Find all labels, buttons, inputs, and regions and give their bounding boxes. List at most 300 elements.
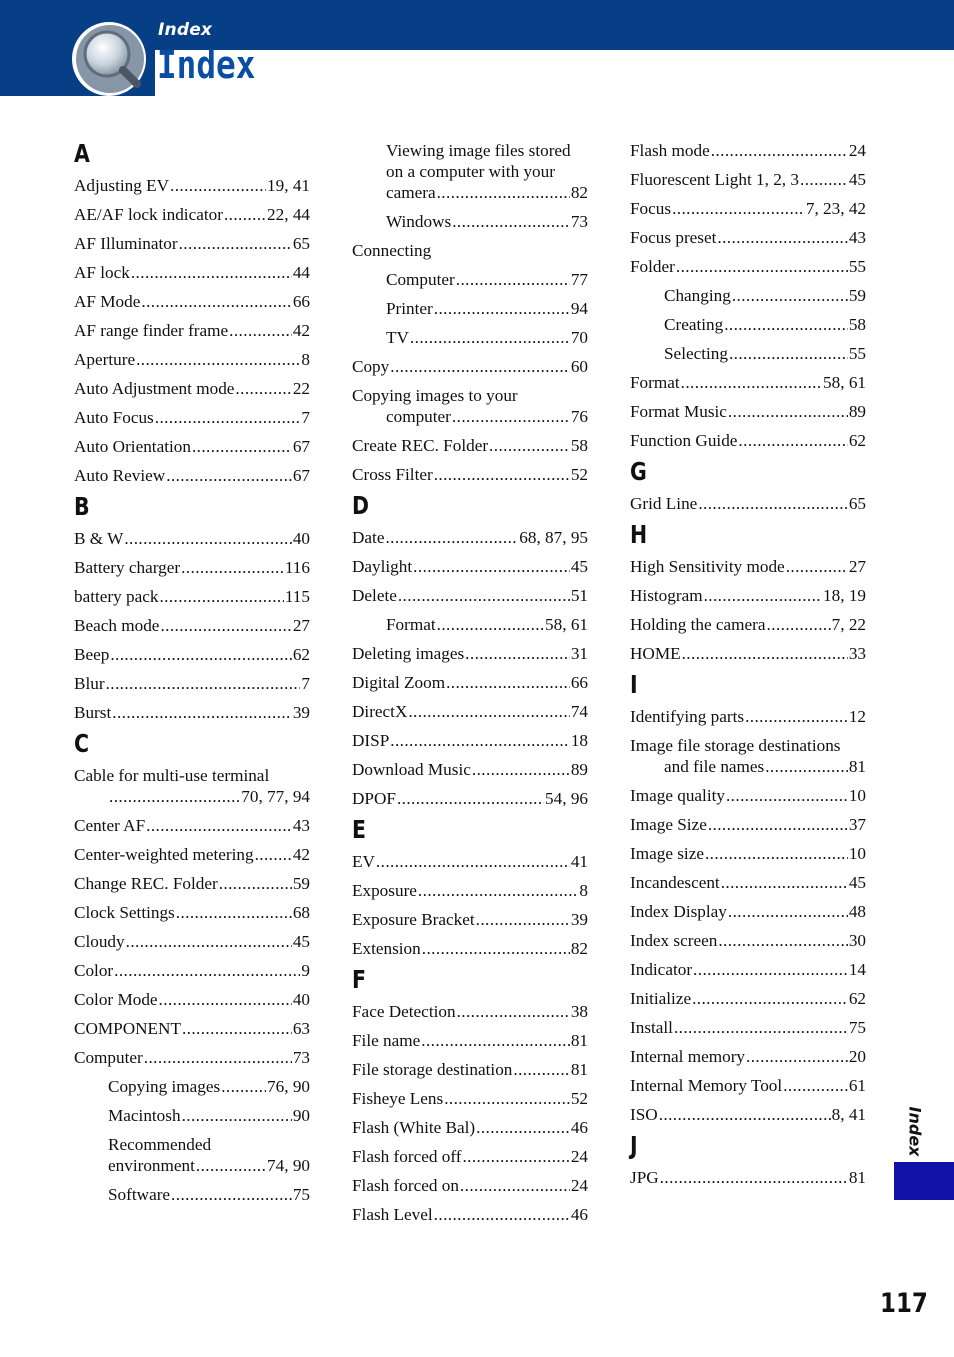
leader-dots	[728, 401, 848, 423]
index-entry	[352, 701, 588, 723]
index-term: Grid Line	[630, 494, 698, 513]
index-term: Color	[74, 961, 114, 980]
index-entry	[630, 1046, 866, 1068]
index-term: Holding the camera	[630, 615, 766, 634]
section-letter: A	[74, 139, 90, 168]
page-reference: 55	[848, 344, 866, 363]
index-term: Computer	[386, 270, 455, 289]
index-entry	[352, 788, 588, 810]
leader-dots	[489, 435, 570, 457]
index-entry	[630, 814, 866, 836]
leader-dots	[465, 643, 570, 665]
page-reference: 115	[284, 587, 310, 606]
page-reference: 46	[570, 1205, 588, 1224]
page-reference: 74, 90	[267, 1156, 310, 1175]
index-term: Flash Level	[352, 1205, 433, 1224]
index-term: Indicator	[630, 960, 693, 979]
page-reference: 42	[292, 321, 310, 340]
index-term: Download Music	[352, 760, 471, 779]
index-entry	[108, 1076, 310, 1098]
leader-dots	[390, 356, 570, 378]
page-reference: 8	[301, 350, 310, 369]
index-entry-line: Viewing image files stored	[386, 141, 571, 160]
leader-dots	[144, 1047, 292, 1069]
index-entry	[108, 1155, 310, 1177]
page-reference: 39	[292, 703, 310, 722]
page-reference: 14	[848, 960, 866, 979]
leader-dots	[434, 1204, 570, 1226]
leader-dots	[738, 430, 847, 452]
index-entry-line: Copying images to your	[352, 386, 518, 405]
page-reference: 37	[848, 815, 866, 834]
index-entry	[74, 262, 310, 284]
page-reference: 24	[570, 1147, 588, 1166]
index-entry	[352, 435, 588, 457]
leader-dots	[182, 1018, 292, 1040]
index-entry	[108, 1184, 310, 1206]
index-entry	[352, 909, 588, 931]
leader-dots	[434, 298, 570, 320]
leader-dots	[698, 493, 848, 515]
page-reference: 10	[848, 786, 866, 805]
leader-dots	[224, 204, 266, 226]
index-entry	[386, 211, 588, 233]
leader-dots	[452, 406, 570, 428]
index-entry	[630, 556, 866, 578]
index-entry	[352, 1030, 588, 1052]
index-entry	[352, 880, 588, 902]
index-term: Image size	[630, 844, 704, 863]
index-term: Flash forced off	[352, 1147, 462, 1166]
index-term: AF range finder frame	[74, 321, 229, 340]
page-reference: 9	[301, 961, 310, 980]
index-term: Extension	[352, 939, 421, 958]
index-term: battery pack	[74, 587, 159, 606]
index-entry	[74, 844, 310, 866]
leader-dots	[410, 327, 570, 349]
leader-dots	[765, 756, 848, 778]
index-term: Index Display	[630, 902, 727, 921]
leader-dots	[444, 1088, 570, 1110]
index-term: Incandescent	[630, 873, 720, 892]
section-letter: G	[630, 457, 647, 486]
index-entry	[664, 285, 866, 307]
index-entry	[664, 314, 866, 336]
leader-dots	[196, 1155, 266, 1177]
index-entry	[108, 786, 310, 808]
index-entry	[352, 672, 588, 694]
leader-dots	[660, 1167, 848, 1189]
page-reference: 18	[570, 731, 588, 750]
page-reference: 7, 23, 42	[805, 199, 866, 218]
leader-dots	[456, 269, 570, 291]
leader-dots	[745, 706, 848, 728]
index-entry	[386, 614, 588, 636]
leader-dots	[746, 1046, 848, 1068]
section-letter: D	[352, 491, 370, 520]
page-reference: 22, 44	[267, 205, 310, 224]
index-term: camera	[386, 183, 436, 202]
page-reference: 61	[848, 1076, 866, 1095]
leader-dots	[176, 902, 292, 924]
index-term: Windows	[386, 212, 452, 231]
index-entry	[664, 343, 866, 365]
index-term: Center AF	[74, 816, 146, 835]
index-term: File name	[352, 1031, 421, 1050]
leader-dots	[141, 291, 291, 313]
index-entry	[74, 557, 310, 579]
leader-dots	[729, 343, 848, 365]
page-reference: 62	[292, 645, 310, 664]
page-reference: 82	[570, 183, 588, 202]
index-term: Date	[352, 528, 385, 547]
index-entry	[352, 938, 588, 960]
index-heading: Connecting	[352, 241, 432, 260]
leader-dots	[110, 644, 291, 666]
index-entry	[74, 204, 310, 226]
index-entry	[352, 464, 588, 486]
index-term: Blur	[74, 674, 105, 693]
index-term: Copy	[352, 357, 390, 376]
index-entry	[630, 706, 866, 728]
index-entry	[664, 756, 866, 778]
leader-dots	[131, 262, 292, 284]
page-reference: 74	[570, 702, 588, 721]
index-term: COMPONENT	[74, 1019, 181, 1038]
leader-dots	[160, 615, 291, 637]
leader-dots	[171, 1184, 292, 1206]
index-term: Focus	[630, 199, 672, 218]
leader-dots	[146, 815, 292, 837]
leader-dots	[408, 701, 569, 723]
page-reference: 59	[848, 286, 866, 305]
index-entry	[630, 785, 866, 807]
side-tab	[898, 1108, 928, 1158]
index-term: Fisheye Lens	[352, 1089, 444, 1108]
index-entry	[352, 356, 588, 378]
side-tab-label: Index	[905, 1106, 925, 1157]
index-entry	[74, 465, 310, 487]
section-letter: F	[352, 965, 367, 994]
leader-dots	[421, 1030, 570, 1052]
index-entry	[74, 349, 310, 371]
leader-dots	[704, 585, 822, 607]
page-reference: 39	[570, 910, 588, 929]
index-term: AF lock	[74, 263, 130, 282]
leader-dots	[676, 256, 848, 278]
index-term: File storage destination	[352, 1060, 513, 1079]
index-term: Histogram	[630, 586, 703, 605]
index-term: Digital Zoom	[352, 673, 446, 692]
index-term: Image quality	[630, 786, 725, 805]
leader-dots	[136, 349, 300, 371]
index-entry	[352, 1175, 588, 1197]
page-reference: 43	[292, 816, 310, 835]
index-entry	[74, 407, 310, 429]
index-term: Deleting images	[352, 644, 465, 663]
index-entry	[74, 873, 310, 895]
index-term: Flash (White Bal)	[352, 1118, 476, 1137]
page-reference: 76	[570, 407, 588, 426]
index-term: Aperture	[74, 350, 136, 369]
index-term: Function Guide	[630, 431, 738, 450]
leader-dots	[437, 182, 570, 204]
page-title: Index	[157, 43, 256, 87]
index-entry	[352, 851, 588, 873]
page-reference: 75	[292, 1185, 310, 1204]
page-reference: 70, 77, 94	[241, 787, 310, 806]
index-term: B & W	[74, 529, 124, 548]
index-entry-line: Image file storage destinations	[630, 736, 841, 755]
page-reference: 90	[292, 1106, 310, 1125]
leader-dots	[159, 989, 292, 1011]
leader-dots	[692, 988, 848, 1010]
index-term: Auto Adjustment mode	[74, 379, 235, 398]
index-entry	[352, 1117, 588, 1139]
page-reference: 19, 41	[267, 176, 310, 195]
index-entry-line: Recommended	[108, 1135, 212, 1154]
page-reference: 65	[292, 234, 310, 253]
page-reference: 40	[292, 990, 310, 1009]
index-entry	[630, 169, 866, 191]
index-term: Format Music	[630, 402, 727, 421]
index-entry	[630, 643, 866, 665]
leader-dots	[476, 1117, 570, 1139]
leader-dots	[159, 586, 283, 608]
index-term: Cross Filter	[352, 465, 433, 484]
page-reference: 31	[570, 644, 588, 663]
index-entry	[630, 372, 866, 394]
page-reference: 12	[848, 707, 866, 726]
page-reference: 62	[848, 431, 866, 450]
index-term: DPOF	[352, 789, 396, 808]
leader-dots	[681, 372, 822, 394]
leader-dots	[767, 614, 831, 636]
page-reference: 116	[284, 558, 310, 577]
index-entry	[74, 989, 310, 1011]
section-letter: I	[630, 670, 638, 699]
leader-dots	[437, 614, 544, 636]
leader-dots	[434, 464, 570, 486]
index-term: Focus preset	[630, 228, 717, 247]
leader-dots	[724, 314, 848, 336]
magnifier-icon	[74, 23, 146, 95]
index-term: Internal Memory Tool	[630, 1076, 783, 1095]
index-entry	[630, 227, 866, 249]
index-entry	[386, 269, 588, 291]
page-reference: 8	[579, 881, 588, 900]
page-reference: 94	[570, 299, 588, 318]
leader-dots	[717, 227, 847, 249]
index-term: Changing	[664, 286, 731, 305]
index-entry	[630, 430, 866, 452]
page-reference: 75	[848, 1018, 866, 1037]
page-reference: 24	[848, 141, 866, 160]
index-term: Initialize	[630, 989, 692, 1008]
index-term: Adjusting EV	[74, 176, 170, 195]
leader-dots	[170, 175, 266, 197]
section-letter: E	[352, 815, 367, 844]
index-term: Printer	[386, 299, 433, 318]
index-entry	[630, 585, 866, 607]
page-reference: 58	[848, 315, 866, 334]
index-term: DISP	[352, 731, 390, 750]
index-entry	[352, 1088, 588, 1110]
index-entry	[630, 1075, 866, 1097]
index-entry	[74, 175, 310, 197]
leader-dots	[462, 1146, 569, 1168]
page-reference: 27	[292, 616, 310, 635]
index-term: DirectX	[352, 702, 408, 721]
leader-dots	[721, 872, 848, 894]
page-reference: 45	[848, 873, 866, 892]
leader-dots	[682, 643, 848, 665]
page-reference: 62	[848, 989, 866, 1008]
page-reference: 45	[848, 170, 866, 189]
leader-dots	[221, 1076, 266, 1098]
leader-dots	[376, 851, 570, 873]
index-entry	[74, 702, 310, 724]
index-entry	[630, 493, 866, 515]
index-term: Computer	[74, 1048, 143, 1067]
index-term: Change REC. Folder	[74, 874, 218, 893]
page-reference: 7	[301, 674, 310, 693]
index-term: Cloudy	[74, 932, 125, 951]
index-entry	[352, 1059, 588, 1081]
leader-dots	[452, 211, 570, 233]
leader-dots	[422, 938, 570, 960]
page-reference: 81	[848, 1168, 866, 1187]
page-reference: 81	[570, 1031, 588, 1050]
leader-dots	[235, 378, 291, 400]
index-entry	[352, 556, 588, 578]
leader-dots	[106, 673, 301, 695]
index-term: Face Detection	[352, 1002, 456, 1021]
index-term: computer	[386, 407, 451, 426]
index-term: Beach mode	[74, 616, 160, 635]
page-reference: 63	[292, 1019, 310, 1038]
index-entry	[74, 931, 310, 953]
index-entry	[352, 730, 588, 752]
leader-dots	[786, 556, 848, 578]
index-term: Burst	[74, 703, 112, 722]
index-term: Flash forced on	[352, 1176, 459, 1195]
index-term: Create REC. Folder	[352, 436, 489, 455]
index-entry	[630, 930, 866, 952]
index-entry	[74, 291, 310, 313]
page-reference: 43	[848, 228, 866, 247]
index-entry	[74, 586, 310, 608]
side-tab-marker	[894, 1162, 954, 1200]
index-entry	[630, 401, 866, 423]
page-number: 117	[880, 1288, 928, 1319]
page-reference: 89	[570, 760, 588, 779]
index-entry	[108, 1105, 310, 1127]
leader-dots	[446, 672, 570, 694]
page-reference: 65	[848, 494, 866, 513]
leader-dots	[155, 407, 301, 429]
index-entry	[630, 198, 866, 220]
leader-dots	[693, 959, 848, 981]
index-entry	[352, 1204, 588, 1226]
leader-dots	[126, 931, 292, 953]
page-reference: 8, 41	[831, 1105, 866, 1124]
page-reference: 60	[570, 357, 588, 376]
index-entry	[74, 960, 310, 982]
page-reference: 52	[570, 465, 588, 484]
index-entry	[352, 643, 588, 665]
index-term: environment	[108, 1156, 195, 1175]
header-section-label: Index	[158, 20, 213, 40]
page-reference: 27	[848, 557, 866, 576]
leader-dots	[114, 960, 300, 982]
page-reference: 73	[570, 212, 588, 231]
index-term: AE/AF lock indicator	[74, 205, 223, 224]
page-reference: 58, 61	[823, 373, 866, 392]
section-letter: H	[630, 520, 648, 549]
index-term: Auto Orientation	[74, 437, 191, 456]
header-title-area	[155, 50, 954, 96]
leader-dots	[705, 843, 848, 865]
index-entry	[74, 528, 310, 550]
index-term: Auto Focus	[74, 408, 154, 427]
index-entry	[74, 644, 310, 666]
index-entry-line: Cable for multi-use terminal	[74, 766, 270, 785]
leader-dots	[672, 198, 805, 220]
leader-dots	[166, 465, 292, 487]
index-term: Install	[630, 1018, 673, 1037]
page-reference: 22	[292, 379, 310, 398]
leader-dots	[179, 233, 292, 255]
index-term: Fluorescent Light 1, 2, 3	[630, 170, 799, 189]
page-reference: 77	[570, 270, 588, 289]
index-entry	[630, 614, 866, 636]
index-term: Auto Review	[74, 466, 166, 485]
section-letter: J	[630, 1131, 638, 1160]
index-term: High Sensitivity mode	[630, 557, 785, 576]
page-reference: 7	[301, 408, 310, 427]
page-reference: 46	[570, 1118, 588, 1137]
index-entry	[74, 320, 310, 342]
leader-dots	[229, 320, 292, 342]
page-reference: 18, 19	[823, 586, 866, 605]
page-reference: 10	[848, 844, 866, 863]
index-term: Index screen	[630, 931, 718, 950]
index-entry	[74, 815, 310, 837]
leader-dots	[674, 1017, 848, 1039]
page-reference: 70	[570, 328, 588, 347]
page-reference: 55	[848, 257, 866, 276]
leader-dots	[182, 1105, 292, 1127]
page-reference: 58, 61	[545, 615, 588, 634]
index-term: Center-weighted metering	[74, 845, 254, 864]
leader-dots	[109, 786, 240, 808]
index-term: Flash mode	[630, 141, 710, 160]
leader-dots	[124, 528, 291, 550]
page-reference: 67	[292, 466, 310, 485]
leader-dots	[413, 556, 570, 578]
index-entry	[352, 1001, 588, 1023]
page-reference: 51	[570, 586, 588, 605]
index-term: Image Size	[630, 815, 707, 834]
section-letter: B	[74, 492, 90, 521]
page-reference: 45	[292, 932, 310, 951]
index-term: Exposure Bracket	[352, 910, 475, 929]
index-term: Daylight	[352, 557, 413, 576]
index-term: EV	[352, 852, 375, 871]
page-reference: 52	[570, 1089, 588, 1108]
index-entry	[630, 1104, 866, 1126]
